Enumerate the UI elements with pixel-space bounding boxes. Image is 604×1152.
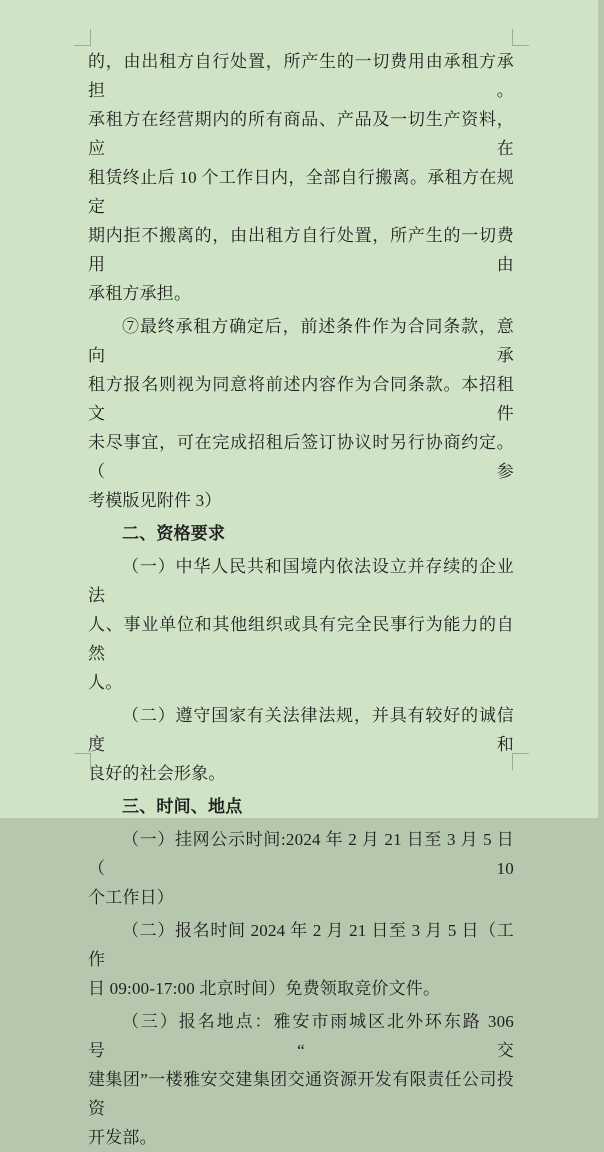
- body-line: 人。: [88, 673, 123, 692]
- text-boundary-mark-bottom-right: [512, 753, 529, 770]
- body-line: 良好的社会形象。: [88, 764, 226, 783]
- document-text-area: [88, 47, 514, 1152]
- body-line: 开发部。: [88, 1128, 157, 1147]
- body-line: ⑦最终承租方确定后，前述条件作为合同条款，意向承: [88, 317, 514, 365]
- text-boundary-mark-top-right: [512, 29, 529, 46]
- body-line: 未尽事宜，可在完成招租后签订协议时另行协商约定。（参: [88, 433, 514, 481]
- section-heading: 二、资格要求: [122, 524, 226, 543]
- body-line: 承租方承担。: [88, 284, 192, 303]
- body-line: 租方报名则视为同意将前述内容作为合同条款。本招租文件: [88, 375, 514, 423]
- body-line: （一）挂网公示时间:2024 年 2 月 21 日至 3 月 5 日（10: [88, 830, 514, 878]
- body-line: 期内拒不搬离的，由出租方自行处置，所产生的一切费用由: [88, 226, 514, 274]
- text-boundary-mark-top-left: [74, 29, 91, 46]
- body-line: （二）遵守国家有关法律法规，并具有较好的诚信度和: [88, 706, 514, 754]
- body-line: 考模版见附件 3）: [88, 491, 222, 510]
- section-heading: 三、时间、地点: [122, 797, 243, 816]
- body-line: 承租方在经营期内的所有商品、产品及一切生产资料，应在: [88, 110, 514, 158]
- body-line: 的，由出租方自行处置，所产生的一切费用由承租方承担。: [88, 52, 514, 100]
- body-line: （二）报名时间 2024 年 2 月 21 日至 3 月 5 日（工作: [88, 921, 514, 969]
- body-line: 租赁终止后 10 个工作日内，全部自行搬离。承租方在规定: [88, 168, 514, 216]
- body-line: 个工作日）: [88, 888, 174, 907]
- body-line: （一）中华人民共和国境内依法设立并存续的企业法: [88, 557, 514, 605]
- body-line: （三）报名地点：雅安市雨城区北外环东路 306 号“交: [88, 1012, 514, 1060]
- body-line: 日 09:00-17:00 北京时间）免费领取竞价文件。: [88, 979, 441, 998]
- body-line: 建集团”一楼雅安交建集团交通资源开发有限责任公司投资: [88, 1070, 514, 1118]
- body-line: 人、事业单位和其他组织或具有完全民事行为能力的自然: [88, 615, 514, 663]
